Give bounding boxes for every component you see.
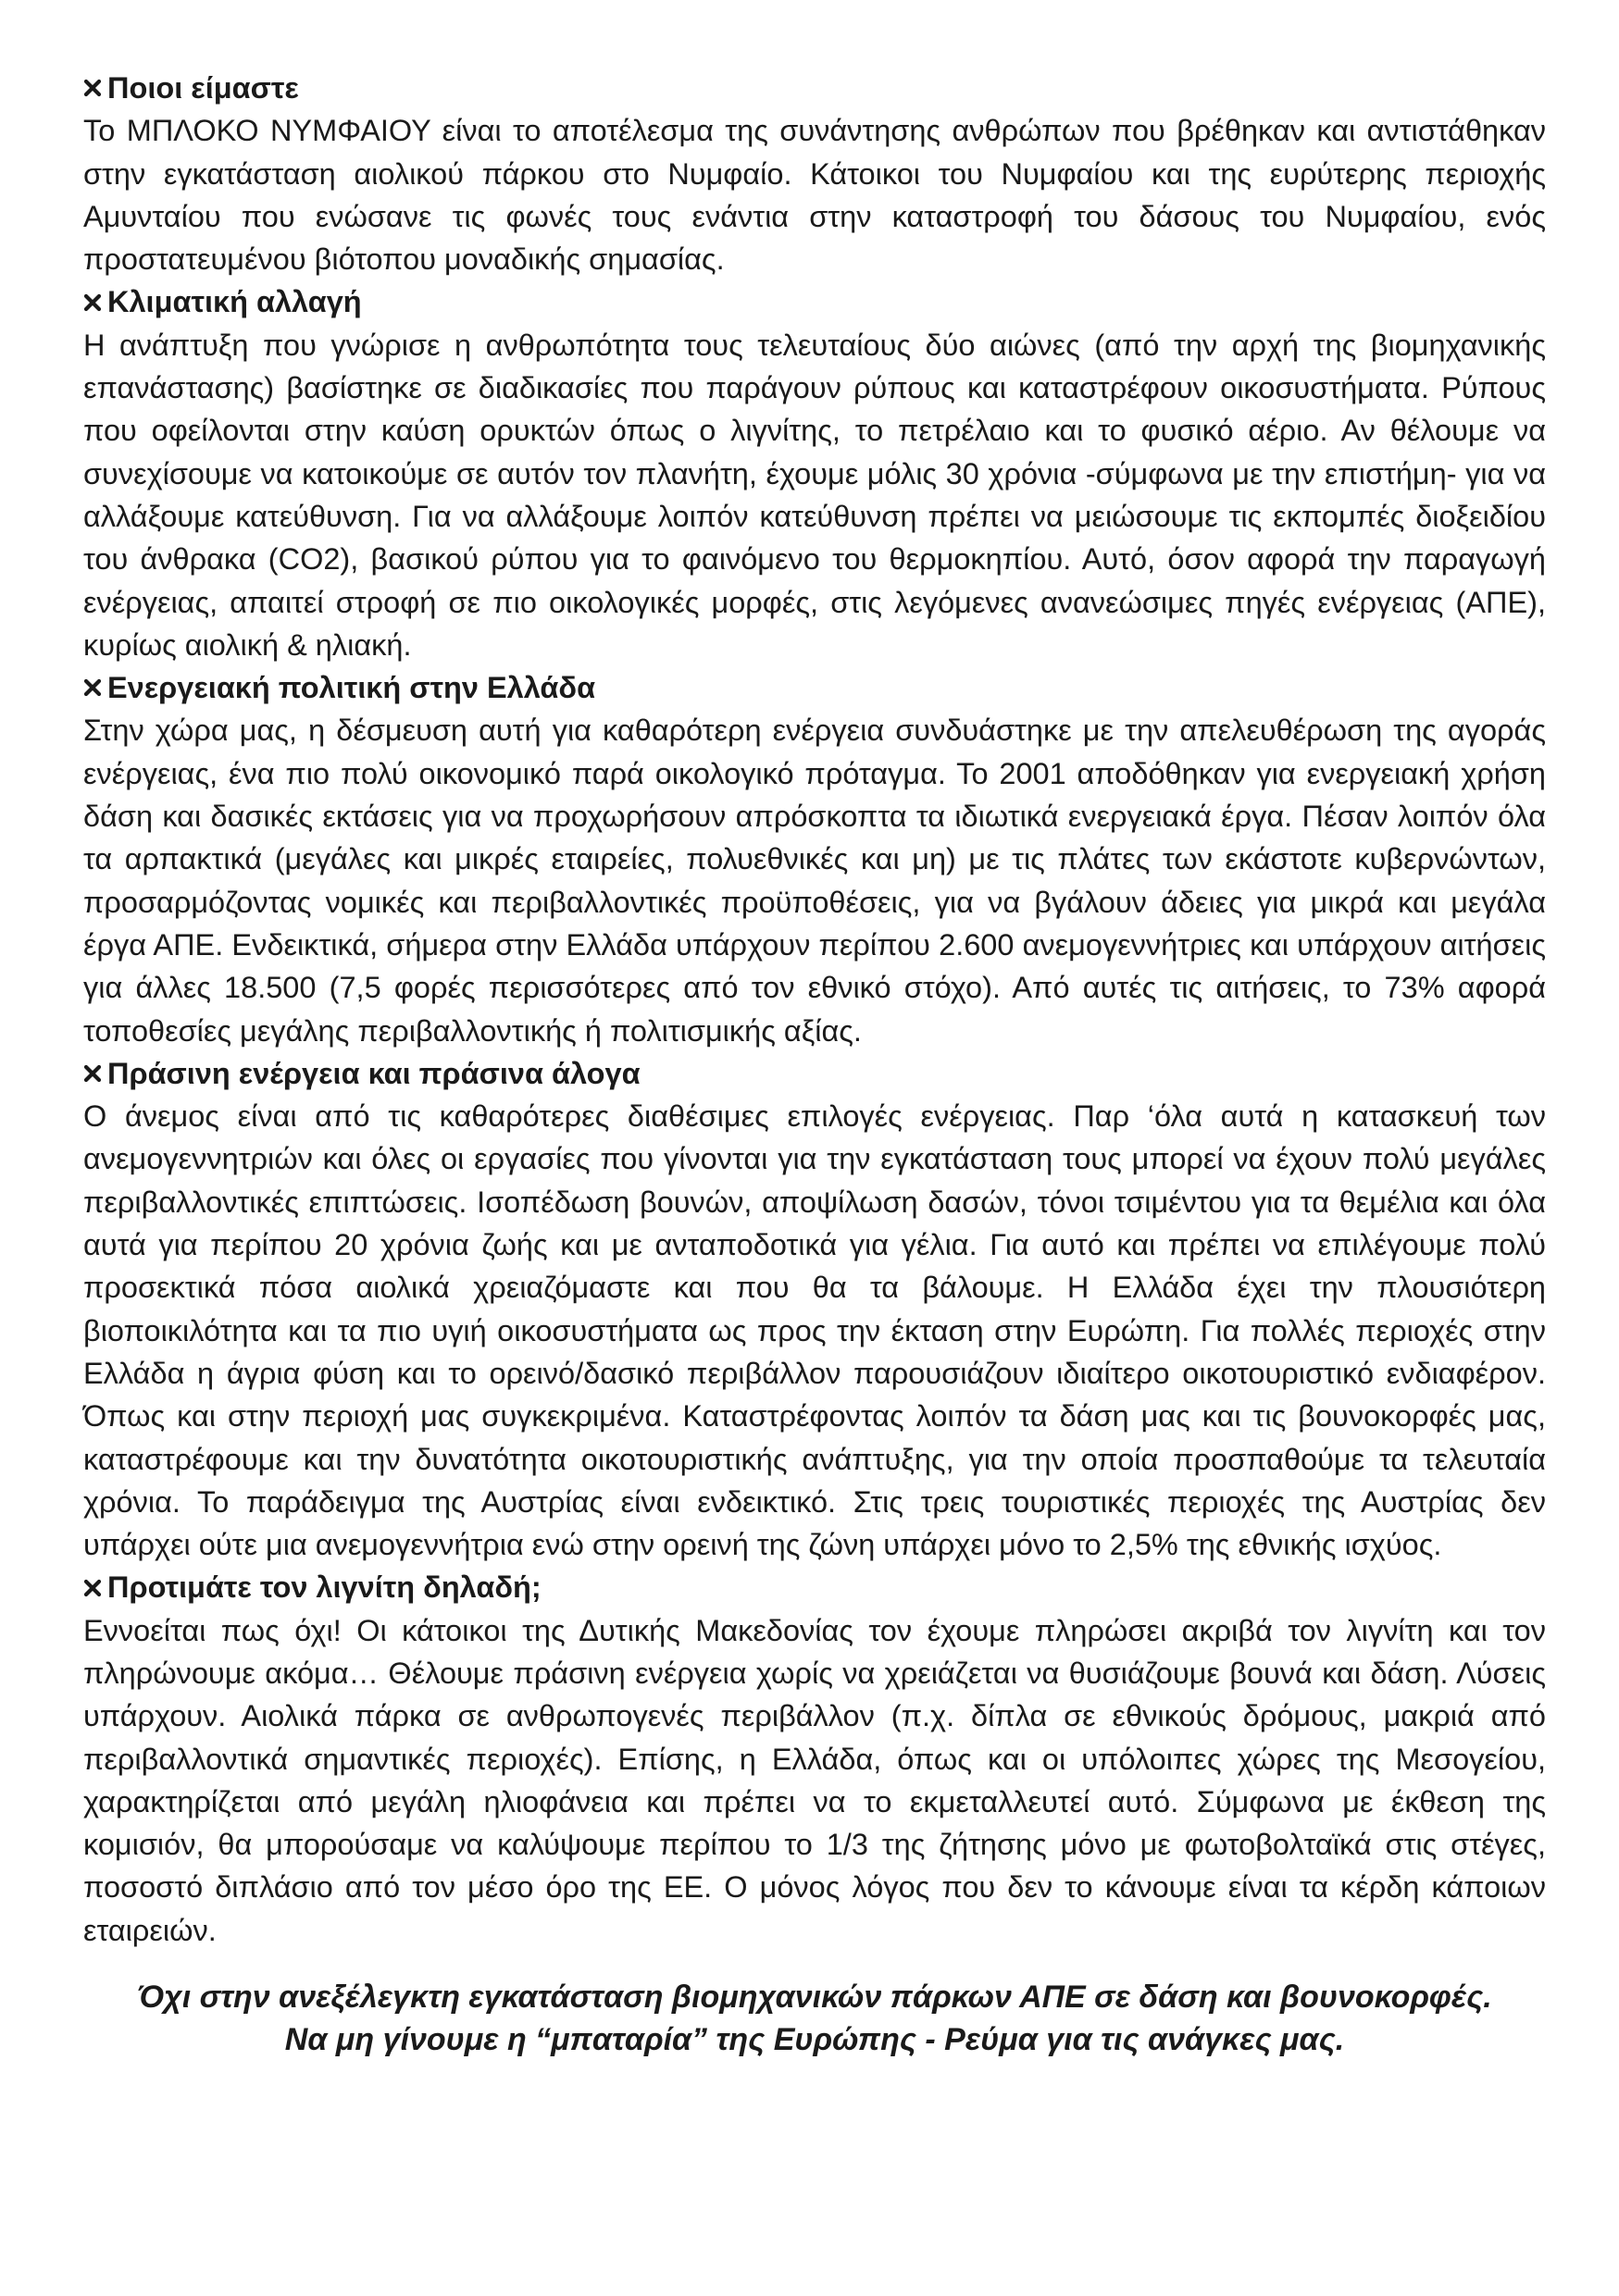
slogan-line-1: Όχι στην ανεξέλεγκτη εγκατάσταση βιομηχανικών πάρκων ΑΠΕ σε δάση και βουνοκορφές. (137, 1980, 1492, 2016)
section-paragraph: Εννοείται πως όχι! Οι κάτοικοι της Δυτικής Μακεδονίας τον έχουμε πληρώσει ακριβά τον λιγνίτη και τον πληρώνουμε ακόμα… Θέλουμε πράσινη ενέργεια χωρίς να χρειάζεται να θυσιάζουμε βουνά και δάση. Λύσεις υπάρχουν. Αιολικά πάρκα σε ανθρωπογενές περιβάλλον (π.χ. δίπλα σε εθνικούς δρόμους, μακριά από περιβαλλοντικά σημαντικές περιοχές). Επίσης, η Ελλάδα, όπως και οι υπόλοιπες χώρες της Μεσογείου, χαρακτηρίζεται από μεγάλη ηλιοφάνεια και πρέπει να το εκμεταλλευτεί αυτό. Σύμφωνα με έκθεση της κομισιόν, θα μπορούσαμε να καλύψουμε περίπου το 1/3 της ζήτησης μόνο με φωτοβολταϊκά στις στέγες, ποσοστό διπλάσιο από τον μέσο όρο της ΕΕ. Ο μόνος λόγος που δεν το κάνουμε είναι τα κέρδη κάποιων εταιρειών. (83, 1613, 1546, 1947)
section-heading-text: Πράσινη ενέργεια και πράσινα άλογα (107, 1056, 641, 1090)
document-page (83, 67, 1546, 2061)
section-heading-text: Προτιμάτε τον λιγνίτη δηλαδή; (107, 1570, 542, 1605)
section-heading (83, 666, 1546, 709)
section-heading-text: Ενεργειακή πολιτική στην Ελλάδα (107, 671, 596, 705)
section-heading-text: Ποιοι είμαστε (107, 71, 299, 105)
section-paragraph: Το ΜΠΛΟΚΟ ΝΥΜΦΑΙΟΥ είναι το αποτέλεσμα της συνάντησης ανθρώπων που βρέθηκαν και αντιστάθηκαν στην εγκατάσταση αιολικού πάρκου στο Νυμφαίο. Κάτοικοι του Νυμφαίου και της ευρύτερης περιοχής Αμυνταίου που ενώσανε τις φωνές τους ενάντια στην καταστροφή του δάσους του Νυμφαίου, ενός προστατευμένου βιότοπου μοναδικής σημασίας. (83, 114, 1546, 277)
section-heading (83, 280, 1546, 323)
x-mark-icon (83, 79, 102, 97)
x-mark-icon (83, 293, 102, 312)
x-mark-icon (83, 1579, 102, 1597)
section-energy-policy (83, 666, 1546, 1052)
section-green-energy (83, 1052, 1546, 1567)
section-paragraph: Στην χώρα μας, η δέσμευση αυτή για καθαρότερη ενέργεια συνδυάστηκε με την απελευθέρωση της αγοράς ενέργειας, ένα πιο πολύ οικονομικό παρά οικολογικό πρόταγμα. Το 2001 αποδόθηκαν για ενεργειακή χρήση δάση και δασικές εκτάσεις για να προχωρήσουν απρόσκοπτα τα ιδιωτικά ενεργειακά έργα. Πέσαν λοιπόν όλα τα αρπακτικά (μεγάλες και μικρές εταιρείες, πολυεθνικές και μη) με τις πλάτες των εκάστοτε κυβερνώντων, προσαρμόζοντας νομικές και περιβαλλοντικές προϋποθέσεις, για να βγάλουν άδειες για μικρά και μεγάλα έργα ΑΠΕ. Ενδεικτικά, σήμερα στην Ελλάδα υπάρχουν περίπου 2.600 ανεμογεννήτριες και υπάρχουν αιτήσεις για άλλες 18.500 (7,5 φορές περισσότερες από τον εθνικό στόχο). Από αυτές τις αιτήσεις, το 73% αφορά τοποθεσίες μεγάλης περιβαλλοντικής ή πολιτισμικής αξίας. (83, 714, 1546, 1048)
section-heading (83, 67, 1546, 109)
section-heading (83, 1566, 1546, 1608)
section-climate-change (83, 280, 1546, 666)
section-heading-text: Κλιματική αλλαγή (107, 285, 362, 319)
x-mark-icon (83, 678, 102, 697)
x-mark-icon (83, 1064, 102, 1083)
closing-slogans (83, 1976, 1546, 2061)
section-paragraph: Ο άνεμος είναι από τις καθαρότερες διαθέσιμες επιλογές ενέργειας. Παρ ‘όλα αυτά η κατασκευή των ανεμογεννητριών και όλες οι εργασίες που γίνονται για την εγκατάσταση τους μπορεί να έχουν πολύ μεγάλες περιβαλλοντικές επιπτώσεις. Ισοπέδωση βουνών, αποψίλωση δασών, τόνοι τσιμέντου για τα θεμέλια και όλα αυτά για περίπου 20 χρόνια ζωής και με ανταποδοτικά για γέλια. Για αυτό και πρέπει να επιλέγουμε πολύ προσεκτικά πόσα αιολικά χρειαζόμαστε και που θα τα βάλουμε. Η Ελλάδα έχει την πλουσιότερη βιοποικιλότητα και τα πιο υγιή οικοσυστήματα ως προς την έκταση στην Ευρώπη. Για πολλές περιοχές στην Ελλάδα η άγρια φύση και το ορεινό/δασικό περιβάλλον παρουσιάζουν ιδιαίτερο οικοτουριστικό ενδιαφέρον. Όπως και στην περιοχή μας συγκεκριμένα. Καταστρέφοντας λοιπόν τα δάση μας και τις βουνοκορφές μας, καταστρέφουμε και την δυνατότητα οικοτουριστικής ανάπτυξης, για την οποία προσπαθούμε τα τελευταία χρόνια. Το παράδειγμα της Αυστρίας είναι ενδεικτικό. Στις τρεις τουριστικές περιοχές της Αυστρίας δεν υπάρχει ούτε μια ανεμογεννήτρια ενώ στην ορεινή της ζώνη υπάρχει μόνο το 2,5% της εθνικής ισχύος. (83, 1099, 1546, 1562)
slogan-line-2: Να μη γίνουμε η “μπαταρία” της Ευρώπης - Ρεύμα για τις ανάγκες μας. (284, 2022, 1345, 2058)
section-heading (83, 1052, 1546, 1095)
section-paragraph: Η ανάπτυξη που γνώρισε η ανθρωπότητα τους τελευταίους δύο αιώνες (από την αρχή της βιομηχανικής επανάστασης) βασίστηκε σε διαδικασίες που παράγουν ρύπους και καταστρέφουν οικοσυστήματα. Ρύπους που οφείλονται στην καύση ορυκτών όπως ο λιγνίτης, το πετρέλαιο και το φυσικό αέριο. Αν θέλουμε να συνεχίσουμε να κατοικούμε σε αυτόν τον πλανήτη, έχουμε μόλις 30 χρόνια -σύμφωνα με την επιστήμη- για να αλλάξουμε κατεύθυνση. Για να αλλάξουμε λοιπόν κατεύθυνση πρέπει να μειώσουμε τις εκπομπές διοξειδίου του άνθρακα (CO2), βασικού ρύπου για το φαινόμενο του θερμοκηπίου. Αυτό, όσον αφορά την παραγωγή ενέργειας, απαιτεί στροφή σε πιο οικολογικές μορφές, στις λεγόμενες ανανεώσιμες πηγές ενέργειας (ΑΠΕ), κυρίως αιολική & ηλιακή. (83, 328, 1546, 662)
section-lignite (83, 1566, 1546, 1952)
section-who-we-are (83, 67, 1546, 280)
